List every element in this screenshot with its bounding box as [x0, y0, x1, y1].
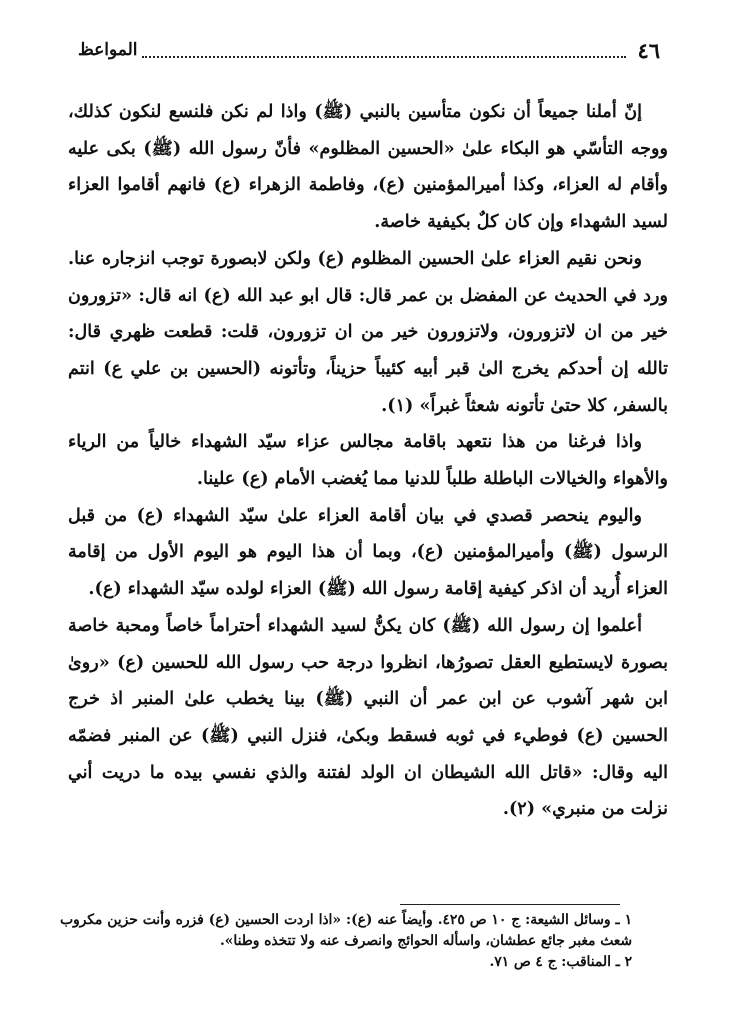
header-dotted-leader	[142, 56, 626, 58]
paragraph: إنّ أملنا جميعاً أن نكون متأسين بالنبي (ﷺ) واذا لم نكن فلنسع لنكون كذلك، ووجه التأسّي هو البكاء علىٰ «الحسين المظلوم» فأنّ رسول الله (ﷺ) بكى عليه وأقام له العزاء، وكذا أميرالمؤمنين (ع)، وفاطمة الزهراء (ع) فانهم أقاموا العزاء لسيد الشهداء وإن كان كلٌ بكيفية خاصة.	[68, 101, 668, 233]
footnote: ٢ ـ المناقب: ج ٤ ص ٧١.	[489, 954, 632, 970]
paragraph: أعلموا إن رسول الله (ﷺ) كان يكنُّ لسيد الشهداء أحتراماً خاصاً ومحبة خاصة بصورة لايستطيع العقل تصورُها، انظروا درجة حب رسول الله للحسين (ع) «رویٰ ابن شهر آشوب عن ابن عمر أن النبي (ﷺ) بينا يخطب علىٰ المنبر اذ خرج الحسين (ع) فوطيء في ثوبه فسقط وبكىٰ، فنزل النبي (ﷺ) عن المنبر فضمّه اليه وقال: «قاتل الله الشيطان ان الولد لفتنة والذي نفسي بيده ما دريت أني نزلت من منبري» (٢).	[68, 614, 668, 820]
page-header	[78, 38, 660, 72]
paragraph: واليوم ينحصر قصدي في بيان أقامة العزاء علىٰ سيّد الشهداء (ع) من قبل الرسول (ﷺ) وأميرالمؤمنين (ع)، وبما أن هذا اليوم هو اليوم الأول من إقامة العزاء أُريد أن اذكر كيفية إقامة رسول الله (ﷺ) العزاء لولده سيّد الشهداء (ع).	[68, 504, 668, 600]
paragraph: ونحن نقيم العزاء علىٰ الحسين المظلوم (ع) ولكن لابصورة توجب انزجاره عنا. ورد في الحديث عن المفضل بن عمر قال: قال ابو عبد الله (ع) انه قال: «تزورون خير من ان لاتزورون، ولاتزورون خير من ان تزورون، قلت: قطعت ظهري قال: تالله إن أحدكم يخرج الىٰ قبر أبيه كئيباً حزيناً، وتأتونه (الحسين بن علي ع) انتم بالسفر، كلا حتىٰ تأتونه شعثاً غبراً» (١).	[68, 247, 668, 416]
running-title: المواعظ	[78, 40, 138, 60]
main-text	[68, 94, 668, 828]
footnote: ١ ـ وسائل الشيعة: ج ١٠ ص ٤٢٥. وأيضاً عنه (ع): «اذا اردت الحسين (ع) فزره وأنت حزين مكروب شعث مغبر جائع عطشان، واسأله الحوائج وانصرف عنه ولا تتخذه وطنا».	[60, 912, 632, 949]
footnote-separator	[400, 904, 620, 905]
footnotes	[60, 910, 632, 973]
paragraph: واذا فرغنا من هذا نتعهد باقامة مجالس عزاء سيّد الشهداء خالياً من الرياء والأهواء والخيالات الباطلة طلباً للدنيا مما يُغضب الأمام (ع) علينا.	[68, 431, 668, 490]
page-number: ٤٦	[637, 38, 660, 63]
